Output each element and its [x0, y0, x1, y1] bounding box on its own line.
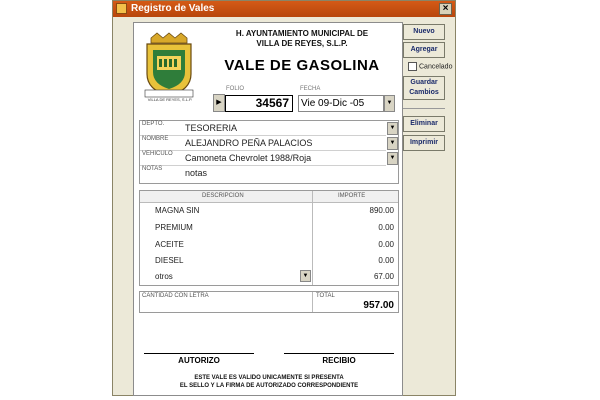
imprimir-button[interactable]: Imprimir	[403, 135, 445, 151]
total-divider	[312, 292, 313, 312]
title-bar[interactable]	[113, 1, 455, 17]
nuevo-button[interactable]: Nuevo	[403, 24, 445, 40]
department-dropdown-icon[interactable]: ▼	[387, 122, 398, 135]
table-row[interactable]	[140, 220, 398, 236]
table-header	[140, 191, 398, 203]
app-icon	[116, 3, 127, 14]
checkbox-box[interactable]	[408, 62, 417, 71]
item-description: DIESEL	[155, 256, 184, 265]
guardar-cambios-button[interactable]	[403, 76, 445, 100]
table-row[interactable]	[140, 203, 398, 219]
vehicle-row	[140, 151, 386, 166]
item-description: MAGNA SIN	[155, 206, 200, 215]
notes-row	[140, 166, 386, 181]
name-select[interactable]: ALEJANDRO PEÑA PALACIOS	[185, 138, 313, 148]
voucher-form	[133, 22, 403, 396]
cancelado-label: Cancelado	[419, 63, 453, 71]
guardar-label: Guardar	[410, 79, 438, 86]
department-label: DEPTO.	[142, 121, 165, 127]
sidebar-separator	[403, 108, 445, 109]
window-title: Registro de Vales	[131, 3, 215, 14]
details-section	[139, 120, 399, 184]
notes-label: NOTAS	[142, 166, 163, 172]
folio-label: FOLIO	[226, 86, 245, 92]
name-dropdown-icon[interactable]: ▼	[387, 137, 398, 150]
name-label: NOMBRE	[142, 136, 169, 142]
otros-dropdown-icon[interactable]: ▼	[300, 270, 311, 282]
total-label: TOTAL	[316, 293, 335, 299]
recibio-label: RECIBIO	[322, 356, 356, 365]
folio-field[interactable]: 34567	[225, 95, 293, 112]
department-row	[140, 121, 386, 136]
table-row[interactable]	[140, 253, 398, 269]
item-description: PREMIUM	[155, 223, 193, 232]
record-nav-button[interactable]: ▶	[213, 94, 225, 112]
item-amount[interactable]: 0.00	[378, 240, 394, 249]
autorizo-signature-line	[144, 353, 254, 354]
footer-line-2: EL SELLO Y LA FIRMA DE AUTORIZADO CORRESPONDIENTE	[179, 383, 359, 389]
item-amount[interactable]: 0.00	[378, 223, 394, 232]
item-description[interactable]: otros	[155, 272, 173, 281]
recibio-signature-line	[284, 353, 394, 354]
items-table	[139, 190, 399, 286]
fecha-label: FECHA	[300, 86, 321, 92]
date-dropdown-icon[interactable]: ▼	[384, 95, 395, 112]
item-amount[interactable]: 0.00	[378, 256, 394, 265]
item-description: ACEITE	[155, 240, 184, 249]
vehicle-dropdown-icon[interactable]: ▼	[387, 152, 398, 165]
notes-input[interactable]: notas	[185, 168, 208, 178]
item-amount[interactable]: 67.00	[373, 272, 394, 281]
cambios-label: Cambios	[409, 89, 439, 96]
agregar-button[interactable]: Agregar	[403, 42, 445, 58]
crest-caption: VILLA DE REYES, S.L.P.	[147, 97, 193, 102]
eliminar-button[interactable]: Eliminar	[403, 116, 445, 132]
footer-line-1: ESTE VALE ES VALIDO UNICAMENTE SI PRESENTA	[194, 375, 344, 381]
total-value: 957.00	[363, 300, 394, 311]
department-select[interactable]: TESORERIA	[185, 123, 238, 133]
amount-in-words-label: CANTIDAD CON LETRA	[142, 293, 209, 299]
amount-column-header: IMPORTE	[338, 193, 366, 199]
item-amount[interactable]: 890.00	[369, 206, 394, 215]
description-column-header: DESCRIPCION	[202, 193, 244, 199]
header-line-1: H. AYUNTAMIENTO MUNICIPAL DE	[235, 29, 369, 38]
table-row[interactable]	[140, 237, 398, 253]
date-field[interactable]: Vie 09-Dic -05	[298, 95, 384, 112]
cancelado-checkbox[interactable]	[408, 62, 452, 71]
vehicle-select[interactable]: Camoneta Chevrolet 1988/Roja	[185, 153, 312, 163]
totals-section	[139, 291, 399, 313]
autorizo-label: AUTORIZO	[178, 356, 220, 365]
name-row	[140, 136, 386, 151]
page-title: VALE DE GASOLINA	[224, 57, 380, 74]
header-line-2: VILLA DE REYES, S.L.P.	[256, 39, 348, 48]
close-icon[interactable]: ×	[439, 3, 452, 15]
vehicle-label: VEHICULO	[142, 151, 173, 157]
municipal-crest-logo	[139, 30, 199, 102]
table-row[interactable]	[140, 269, 398, 285]
